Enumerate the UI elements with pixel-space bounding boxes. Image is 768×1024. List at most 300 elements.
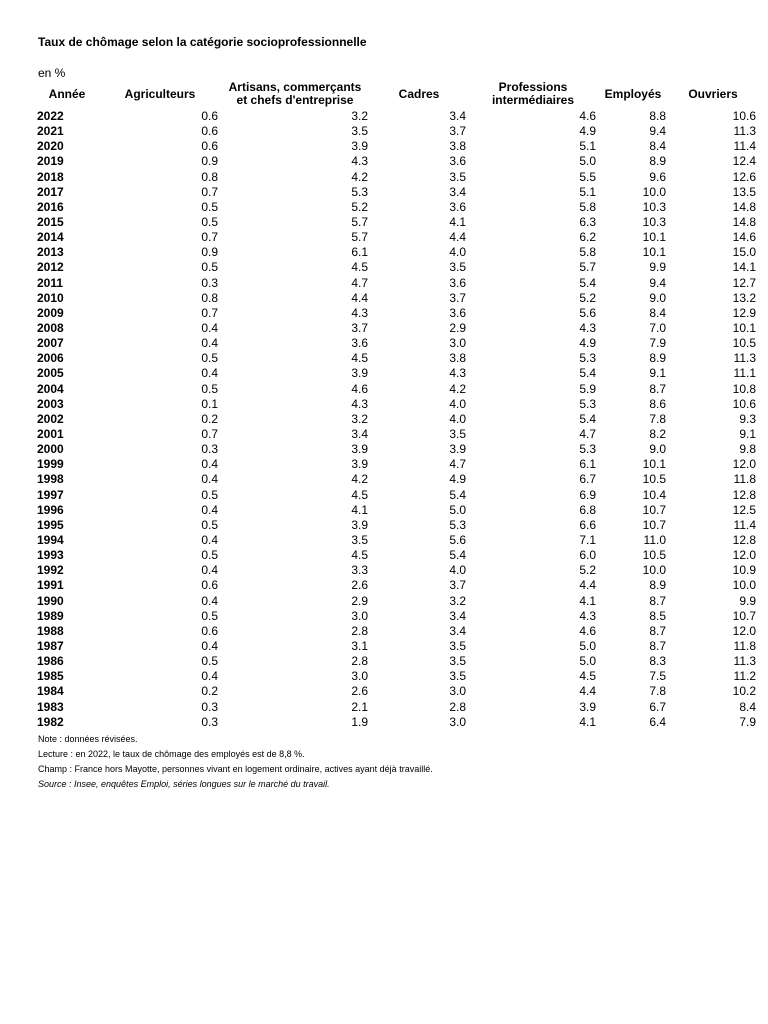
value-cell: 3.8 (449, 351, 466, 366)
value-cell: 10.3 (642, 199, 666, 214)
value-cell: 11.1 (733, 366, 756, 381)
table-header-row (34, 79, 758, 109)
value-cell: 4.4 (579, 684, 596, 699)
value-cell: 10.3 (642, 215, 666, 230)
value-cell: 3.6 (351, 336, 368, 351)
value-cell: 3.4 (351, 427, 368, 442)
year-cell: 1998 (37, 472, 64, 487)
value-cell: 0.3 (201, 275, 218, 290)
value-cell: 4.1 (579, 593, 596, 608)
table-row (34, 699, 758, 714)
value-cell: 5.3 (449, 517, 466, 532)
value-cell: 5.5 (579, 169, 596, 184)
value-cell: 4.1 (579, 714, 596, 729)
col-header-artisans-line2: et chefs d'entreprise (236, 93, 354, 107)
table-row (34, 185, 758, 200)
value-cell: 3.4 (449, 623, 466, 638)
year-cell: 1986 (37, 654, 64, 669)
value-cell: 6.6 (579, 517, 596, 532)
value-cell: 5.3 (579, 396, 596, 411)
value-cell: 0.3 (201, 442, 218, 457)
value-cell: 0.7 (201, 230, 218, 245)
value-cell: 0.2 (201, 411, 218, 426)
table-row (34, 366, 758, 381)
value-cell: 12.9 (732, 305, 756, 320)
value-cell: 3.3 (351, 563, 368, 578)
value-cell: 0.4 (201, 336, 218, 351)
value-cell: 5.6 (449, 533, 466, 547)
value-cell: 10.0 (732, 578, 756, 593)
value-cell: 0.1 (201, 396, 218, 411)
table-row (34, 548, 758, 563)
year-cell: 1985 (37, 669, 64, 684)
table-row (34, 533, 758, 548)
value-cell: 6.4 (649, 714, 666, 729)
value-cell: 0.9 (201, 245, 218, 260)
year-cell: 2015 (37, 215, 64, 230)
value-cell: 4.1 (351, 502, 368, 517)
value-cell: 12.8 (732, 533, 756, 547)
value-cell: 8.7 (649, 593, 666, 608)
table-row (34, 442, 758, 457)
value-cell: 11.3 (733, 351, 756, 366)
year-cell: 2013 (37, 245, 64, 260)
value-cell: 8.6 (649, 396, 666, 411)
value-cell: 12.0 (732, 623, 756, 638)
value-cell: 3.9 (351, 366, 368, 381)
value-cell: 8.5 (649, 608, 666, 623)
value-cell: 5.0 (579, 638, 596, 653)
value-cell: 7.9 (649, 336, 666, 351)
value-cell: 9.8 (739, 442, 756, 457)
value-cell: 3.0 (449, 714, 466, 729)
table-row (34, 260, 758, 275)
source-text: Source : Insee, enquêtes Emploi, séries longues sur le marché du travail. (38, 779, 330, 789)
year-cell: 1988 (37, 623, 64, 638)
value-cell: 12.6 (732, 169, 756, 184)
value-cell: 4.2 (449, 381, 466, 396)
unit-label: en % (38, 66, 66, 80)
value-cell: 3.9 (351, 517, 368, 532)
value-cell: 1.9 (351, 714, 368, 729)
note-text: Note : données révisées. (38, 734, 138, 744)
year-cell: 2021 (37, 124, 64, 139)
year-cell: 2014 (37, 230, 64, 245)
table-row (34, 200, 758, 215)
value-cell: 4.3 (449, 366, 466, 381)
value-cell: 0.5 (201, 608, 218, 623)
value-cell: 9.4 (649, 275, 666, 290)
table-row (34, 654, 758, 669)
value-cell: 10.1 (642, 230, 666, 245)
value-cell: 10.5 (642, 472, 666, 487)
value-cell: 12.0 (732, 548, 756, 563)
page-title: Taux de chômage selon la catégorie socioprofessionnelle (38, 35, 367, 49)
value-cell: 5.4 (449, 487, 466, 502)
value-cell: 0.9 (201, 154, 218, 169)
value-cell: 0.6 (201, 109, 218, 124)
value-cell: 0.4 (201, 638, 218, 653)
value-cell: 4.4 (449, 230, 466, 245)
value-cell: 6.3 (579, 215, 596, 230)
value-cell: 9.9 (739, 593, 756, 608)
value-cell: 4.5 (351, 487, 368, 502)
year-cell: 2007 (37, 336, 64, 351)
unemployment-table (34, 79, 758, 730)
year-cell: 1995 (37, 517, 64, 532)
value-cell: 3.6 (449, 154, 466, 169)
value-cell: 4.5 (351, 351, 368, 366)
year-cell: 1991 (37, 578, 64, 593)
value-cell: 3.7 (351, 321, 368, 336)
value-cell: 9.3 (739, 411, 756, 426)
year-cell: 1997 (37, 487, 64, 502)
year-cell: 1984 (37, 684, 64, 699)
value-cell: 11.0 (643, 533, 666, 547)
col-header-employes: Employés (604, 86, 662, 101)
value-cell: 10.4 (642, 487, 666, 502)
value-cell: 14.1 (732, 260, 756, 275)
value-cell: 10.6 (732, 109, 756, 124)
value-cell: 5.0 (579, 154, 596, 169)
value-cell: 0.6 (201, 124, 218, 139)
value-cell: 4.6 (579, 623, 596, 638)
year-cell: 1987 (37, 638, 64, 653)
value-cell: 10.6 (732, 396, 756, 411)
value-cell: 5.4 (579, 275, 596, 290)
value-cell: 4.7 (351, 275, 368, 290)
table-row (34, 594, 758, 609)
value-cell: 8.9 (649, 154, 666, 169)
table-row (34, 684, 758, 699)
value-cell: 10.8 (732, 381, 756, 396)
value-cell: 3.4 (449, 184, 466, 199)
value-cell: 5.7 (579, 260, 596, 275)
year-cell: 2009 (37, 305, 64, 320)
value-cell: 5.2 (579, 563, 596, 578)
value-cell: 5.1 (579, 184, 596, 199)
value-cell: 8.4 (739, 699, 756, 714)
value-cell: 3.5 (351, 124, 368, 139)
value-cell: 13.5 (732, 184, 756, 199)
value-cell: 12.4 (732, 154, 756, 169)
value-cell: 4.7 (579, 427, 596, 442)
table-row (34, 518, 758, 533)
value-cell: 3.8 (449, 139, 466, 154)
value-cell: 8.2 (649, 427, 666, 442)
value-cell: 5.2 (579, 290, 596, 305)
table-row (34, 715, 758, 730)
value-cell: 8.4 (649, 139, 666, 154)
value-cell: 0.3 (201, 714, 218, 729)
value-cell: 9.6 (649, 169, 666, 184)
value-cell: 3.9 (351, 442, 368, 457)
value-cell: 8.7 (649, 381, 666, 396)
value-cell: 3.9 (449, 442, 466, 457)
value-cell: 6.0 (579, 548, 596, 563)
col-header-professions-line1: Professions (498, 80, 568, 94)
value-cell: 3.7 (449, 124, 466, 139)
value-cell: 2.1 (351, 699, 368, 714)
value-cell: 0.4 (201, 669, 218, 684)
value-cell: 4.2 (351, 169, 368, 184)
col-header-cadres: Cadres (398, 86, 440, 101)
value-cell: 5.8 (579, 245, 596, 260)
table-row (34, 306, 758, 321)
value-cell: 10.9 (732, 563, 756, 578)
value-cell: 0.5 (201, 215, 218, 230)
value-cell: 3.5 (449, 638, 466, 653)
value-cell: 9.0 (649, 442, 666, 457)
table-row (34, 336, 758, 351)
value-cell: 5.1 (579, 139, 596, 154)
table-row (34, 245, 758, 260)
value-cell: 3.5 (449, 169, 466, 184)
value-cell: 2.8 (449, 699, 466, 714)
table-row (34, 291, 758, 306)
value-cell: 8.8 (649, 109, 666, 124)
value-cell: 7.0 (649, 321, 666, 336)
table-row (34, 624, 758, 639)
value-cell: 4.4 (579, 578, 596, 593)
year-cell: 1982 (37, 714, 64, 729)
value-cell: 0.7 (201, 305, 218, 320)
value-cell: 10.7 (732, 608, 756, 623)
value-cell: 4.0 (449, 245, 466, 260)
value-cell: 0.4 (201, 563, 218, 578)
year-cell: 2022 (37, 109, 64, 124)
value-cell: 0.6 (201, 578, 218, 593)
value-cell: 4.5 (579, 669, 596, 684)
value-cell: 4.7 (449, 457, 466, 472)
year-cell: 1994 (37, 533, 64, 547)
value-cell: 3.2 (449, 593, 466, 608)
value-cell: 5.3 (579, 351, 596, 366)
value-cell: 0.4 (201, 457, 218, 472)
value-cell: 5.3 (579, 442, 596, 457)
value-cell: 5.3 (351, 184, 368, 199)
value-cell: 4.0 (449, 396, 466, 411)
value-cell: 4.9 (579, 124, 596, 139)
value-cell: 11.3 (733, 654, 756, 669)
year-cell: 2003 (37, 396, 64, 411)
value-cell: 5.8 (579, 199, 596, 214)
value-cell: 7.1 (579, 533, 596, 547)
year-cell: 2011 (37, 275, 64, 290)
table-row (34, 578, 758, 593)
value-cell: 0.5 (201, 199, 218, 214)
table-row (34, 412, 758, 427)
value-cell: 3.7 (449, 290, 466, 305)
value-cell: 3.4 (449, 109, 466, 124)
value-cell: 11.2 (733, 669, 756, 684)
value-cell: 6.2 (579, 230, 596, 245)
value-cell: 0.2 (201, 684, 218, 699)
year-cell: 2020 (37, 139, 64, 154)
year-cell: 1996 (37, 502, 64, 517)
value-cell: 3.0 (449, 336, 466, 351)
value-cell: 3.2 (351, 109, 368, 124)
year-cell: 1983 (37, 699, 64, 714)
table-row (34, 276, 758, 291)
value-cell: 7.9 (739, 714, 756, 729)
value-cell: 4.9 (449, 472, 466, 487)
value-cell: 7.5 (649, 669, 666, 684)
table-row (34, 321, 758, 336)
value-cell: 0.7 (201, 184, 218, 199)
value-cell: 0.4 (201, 533, 218, 547)
col-header-annee: Année (48, 86, 86, 101)
value-cell: 12.0 (732, 457, 756, 472)
value-cell: 12.5 (732, 502, 756, 517)
year-cell: 1993 (37, 548, 64, 563)
value-cell: 3.6 (449, 305, 466, 320)
value-cell: 11.4 (733, 517, 756, 532)
value-cell: 4.3 (351, 396, 368, 411)
value-cell: 10.5 (642, 548, 666, 563)
value-cell: 12.7 (732, 275, 756, 290)
value-cell: 5.2 (351, 199, 368, 214)
value-cell: 9.1 (739, 427, 756, 442)
value-cell: 11.8 (733, 472, 756, 487)
value-cell: 8.9 (649, 351, 666, 366)
value-cell: 2.6 (351, 578, 368, 593)
value-cell: 10.1 (732, 321, 756, 336)
year-cell: 2008 (37, 321, 64, 336)
value-cell: 4.3 (579, 608, 596, 623)
value-cell: 11.3 (733, 124, 756, 139)
value-cell: 0.4 (201, 366, 218, 381)
year-cell: 1992 (37, 563, 64, 578)
value-cell: 9.9 (649, 260, 666, 275)
footnotes (38, 732, 433, 792)
value-cell: 5.6 (579, 305, 596, 320)
value-cell: 0.6 (201, 139, 218, 154)
table-row (34, 382, 758, 397)
value-cell: 11.4 (733, 139, 756, 154)
col-header-professions (468, 79, 598, 109)
value-cell: 15.0 (732, 245, 756, 260)
table-row (34, 351, 758, 366)
value-cell: 0.5 (201, 381, 218, 396)
value-cell: 14.6 (732, 230, 756, 245)
year-cell: 2019 (37, 154, 64, 169)
col-header-artisans (220, 79, 370, 109)
value-cell: 10.7 (642, 517, 666, 532)
value-cell: 5.7 (351, 215, 368, 230)
value-cell: 0.5 (201, 487, 218, 502)
value-cell: 4.0 (449, 563, 466, 578)
value-cell: 10.0 (642, 184, 666, 199)
table-row (34, 639, 758, 654)
value-cell: 10.1 (642, 245, 666, 260)
table-row (34, 503, 758, 518)
year-cell: 2016 (37, 199, 64, 214)
value-cell: 9.4 (649, 124, 666, 139)
value-cell: 6.9 (579, 487, 596, 502)
value-cell: 7.8 (649, 684, 666, 699)
value-cell: 6.7 (579, 472, 596, 487)
value-cell: 6.1 (351, 245, 368, 260)
year-cell: 2012 (37, 260, 64, 275)
value-cell: 3.6 (449, 275, 466, 290)
value-cell: 4.1 (449, 215, 466, 230)
value-cell: 5.0 (579, 654, 596, 669)
year-cell: 2006 (37, 351, 64, 366)
table-row (34, 669, 758, 684)
value-cell: 4.2 (351, 472, 368, 487)
value-cell: 8.7 (649, 638, 666, 653)
table-row (34, 170, 758, 185)
value-cell: 0.5 (201, 654, 218, 669)
year-cell: 2002 (37, 411, 64, 426)
value-cell: 10.2 (732, 684, 756, 699)
champ-text: Champ : France hors Mayotte, personnes vivant en logement ordinaire, actives ayant déjà travaillé. (38, 764, 433, 774)
value-cell: 5.0 (449, 502, 466, 517)
table-row (34, 457, 758, 472)
col-header-professions-line2: intermédiaires (491, 93, 575, 107)
value-cell: 0.5 (201, 260, 218, 275)
value-cell: 0.3 (201, 699, 218, 714)
table-row (34, 488, 758, 503)
value-cell: 3.9 (579, 699, 596, 714)
year-cell: 1990 (37, 593, 64, 608)
value-cell: 3.9 (351, 139, 368, 154)
value-cell: 2.9 (449, 321, 466, 336)
value-cell: 9.0 (649, 290, 666, 305)
value-cell: 5.9 (579, 381, 596, 396)
year-cell: 2010 (37, 290, 64, 305)
table-row (34, 154, 758, 169)
value-cell: 12.8 (732, 487, 756, 502)
value-cell: 14.8 (732, 215, 756, 230)
value-cell: 10.7 (642, 502, 666, 517)
value-cell: 7.8 (649, 411, 666, 426)
value-cell: 0.4 (201, 593, 218, 608)
value-cell: 3.1 (351, 638, 368, 653)
value-cell: 8.4 (649, 305, 666, 320)
value-cell: 5.4 (579, 366, 596, 381)
value-cell: 2.6 (351, 684, 368, 699)
value-cell: 0.8 (201, 290, 218, 305)
value-cell: 11.8 (733, 638, 756, 653)
value-cell: 3.5 (449, 654, 466, 669)
value-cell: 3.9 (351, 457, 368, 472)
value-cell: 6.1 (579, 457, 596, 472)
value-cell: 3.0 (351, 669, 368, 684)
table-row (34, 397, 758, 412)
year-cell: 2000 (37, 442, 64, 457)
table-row (34, 124, 758, 139)
value-cell: 14.8 (732, 199, 756, 214)
value-cell: 3.5 (351, 533, 368, 547)
value-cell: 0.5 (201, 517, 218, 532)
value-cell: 3.5 (449, 669, 466, 684)
value-cell: 9.1 (649, 366, 666, 381)
year-cell: 1999 (37, 457, 64, 472)
value-cell: 3.0 (449, 684, 466, 699)
year-cell: 2018 (37, 169, 64, 184)
value-cell: 0.5 (201, 351, 218, 366)
year-cell: 2004 (37, 381, 64, 396)
value-cell: 4.0 (449, 411, 466, 426)
value-cell: 5.7 (351, 230, 368, 245)
value-cell: 2.8 (351, 623, 368, 638)
table-row (34, 427, 758, 442)
value-cell: 0.4 (201, 502, 218, 517)
col-header-ouvriers: Ouvriers (688, 86, 738, 101)
value-cell: 5.4 (579, 411, 596, 426)
